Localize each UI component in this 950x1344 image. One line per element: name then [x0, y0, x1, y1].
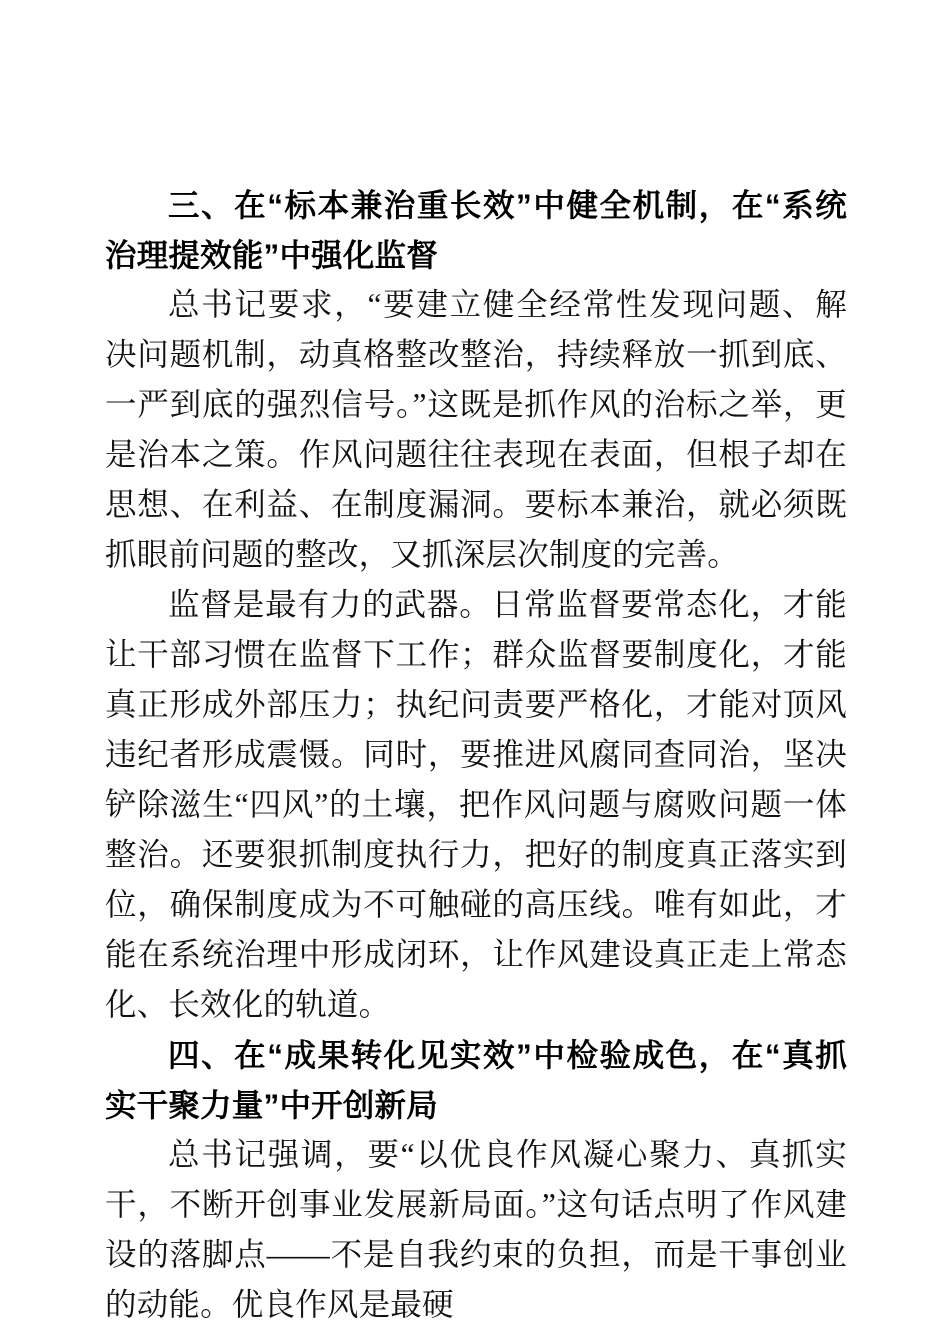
- paragraph-three-one: 总书记要求，“要建立健全经常性发现问题、解决问题机制，动真格整改整治，持续释放一抓到底、一严到底的强烈信号。”这既是抓作风的治标之举，更是治本之策。作风问题往往表现在表面，但根子却在思想、在利益、在制度漏洞。要标本兼治，就必须既抓眼前问题的整改，又抓深层次制度的完善。: [105, 287, 847, 572]
- section-heading-four: 四、在“成果转化见实效”中检验成色，在“真抓实干聚力量”中开创新局: [105, 1037, 847, 1123]
- section-heading-three: 三、在“标本兼治重长效”中健全机制，在“系统治理提效能”中强化监督: [105, 187, 847, 273]
- paragraph-three-two: 监督是最有力的武器。日常监督要常态化，才能让干部习惯在监督下工作；群众监督要制度化，才能真正形成外部压力；执纪问责要严格化，才能对顶风违纪者形成震慑。同时，要推进风腐同查同治，坚决铲除滋生“四风”的土壤，把作风问题与腐败问题一体整治。还要狠抓制度执行力，把好的制度真正落实到位，确保制度成为不可触碰的高压线。唯有如此，才能在系统治理中形成闭环，让作风建设真正走上常态化、长效化的轨道。: [105, 587, 847, 1022]
- paragraph-four-one: 总书记强调，要“以优良作风凝心聚力、真抓实干，不断开创事业发展新局面。”这句话点明了作风建设的落脚点——不是自我约束的负担，而是干事创业的动能。优良作风是最硬: [105, 1137, 847, 1322]
- document-body: [105, 180, 847, 1330]
